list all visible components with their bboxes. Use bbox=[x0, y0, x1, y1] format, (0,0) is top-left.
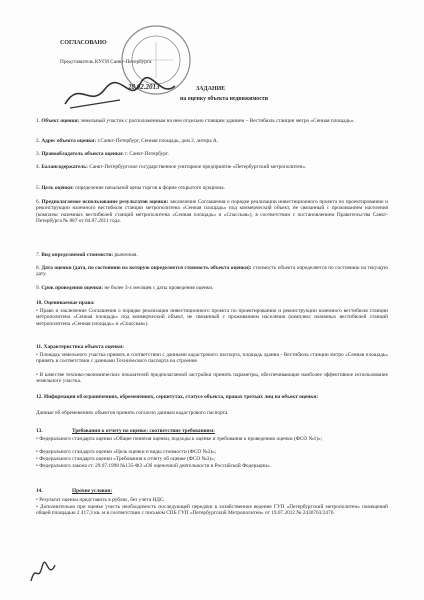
section-13-bullet-3: • Федерального стандарта оценки «Требования к отчету об оценке (ФСО №3)»; bbox=[36, 456, 216, 462]
signature bbox=[60, 74, 180, 114]
section-10-title: 10. Оцениваемые права: bbox=[36, 300, 95, 306]
section-12-title: 12. Информация об ограничениях, обременениях, сервитутах, статусе объекта, правах третьих лиц на объект оценки: bbox=[36, 394, 319, 400]
item-1: 1. Объект оценки: земельный участок с расположенным на нем отдельно стоящим зданием – Вестибюль станции метро «Сенная площадь». bbox=[36, 118, 355, 124]
section-14-bullet-1: • Результат оценки представить в рублях, без учета НДС. bbox=[36, 497, 165, 503]
item-8: 8. Дата оценки (дата, по состоянию на которую определяется стоимость объекта оценки): стоимость объекта определяется по состоянию на текущую дату. bbox=[36, 265, 389, 278]
item-6: 6. Предполагаемое использование результатов оценки: заключение Соглашения о порядке реализации инвестиционного проекта по проектированию и реконструкции наземного вестибюля станции метрополитена «Сенная площадь» под коммерческий объект, не связанный с проживанием населения (комплекс наземных вестибюлей станций метрополитена «Сенная площадь» и «Спасская»), в соответствии с постановлением Правительства Санкт-Петербурга № 887 от 04.07.2011 года. bbox=[36, 199, 388, 225]
section-13-title: Требования к отчету по оценке: соответствие требованиям: bbox=[72, 428, 215, 434]
item-4: 4. Балансодержатель: Санкт-Петербургское государственное унитарное предприятие «Петербургский метрополитен». bbox=[36, 164, 307, 170]
section-14-num: 14. bbox=[36, 488, 43, 494]
section-12-text: Данные об обременениях объектов принять согласно данным кадастрового паспорта. bbox=[36, 410, 229, 416]
section-13-bullet-1: • Федерального стандарта оценки «Общие понятия оценки, подходы к оценке и требования к проведению оценки (ФСО №1)»; bbox=[36, 436, 323, 442]
representative-line: Представитель КУГИ Санкт-Петербурга bbox=[60, 59, 152, 65]
task-title: ЗАДАНИЕ bbox=[196, 86, 226, 92]
section-11-bullet-1: • Площадь земельного участка принять в соответствии с данными кадастрового паспорта, площадь здания - Вестибюль станции метро «Сенная площадь» принять в соответствии с данными Технического паспорта на строение. bbox=[36, 352, 389, 365]
item-3: 3. Правообладатель объекта оценки: г. Санкт-Петербург. bbox=[36, 151, 169, 157]
section-13-bullet-2: • Федерального стандарта оценки «Цель оценки и виды стоимости (ФСО №2)»; bbox=[36, 449, 217, 455]
approval-heading: СОГЛАСОВАНО bbox=[60, 40, 107, 46]
section-11-bullet-2: • В качестве технико-экономических показателей предполагаемой застройки принять параметры, обеспечивающие наиболее эффективное использование земельного участка. bbox=[36, 372, 388, 385]
section-14-bullet-2: • Дополнительно при оценке учесть необходимость последующей передачи в хозяйственное ведение ГУП «Петербургский метрополитен» помещений общей площадью 2 417,3 кв. м в соответствии с письмом СПБ ГУП «Петербургский Метрополитен» от 19.07.2012 № 2430703/2476. bbox=[36, 504, 388, 517]
item-5: 5. Цель оценки: определение начальной цены торгов в форме открытого аукциона. bbox=[36, 185, 225, 191]
section-14-title: Прочие условия: bbox=[72, 488, 113, 494]
item-2: 2. Адрес объекта оценки: г.Санкт-Петербург, Сенная площадь, дом 2, литера А. bbox=[36, 138, 219, 144]
section-11-title: 11. Характеристика объекта оценки: bbox=[36, 344, 124, 350]
item-9: 9. Срок проведения оценки: не более 3-х месяцев с даты проведения оценки. bbox=[36, 285, 214, 291]
section-10-text: • Право и заключение Соглашения о порядке реализации инвестиционного проекта по проектированию и реконструкции наземного вестибюля станции метрополитена «Сенная площадь» под коммерческий объект, не связанный с проживанием населения (комплекс наземных вестибюлей станций метрополитена «Сенная площадь» и «Спасская»). bbox=[36, 308, 388, 327]
initials-signature bbox=[28, 555, 58, 585]
section-13-bullet-4: • Федерального закона ст. 29.07.1998 №135-ФЗ «Об оценочной деятельности в Российской Федерации». bbox=[36, 463, 272, 469]
section-13-num: 13. bbox=[36, 428, 43, 434]
item-7: 7. Вид определяемой стоимости: рыночная. bbox=[36, 252, 138, 258]
handwritten-date: 28.02.2013 bbox=[128, 83, 160, 91]
task-subtitle: на оценку объекта недвижимости bbox=[180, 96, 268, 102]
